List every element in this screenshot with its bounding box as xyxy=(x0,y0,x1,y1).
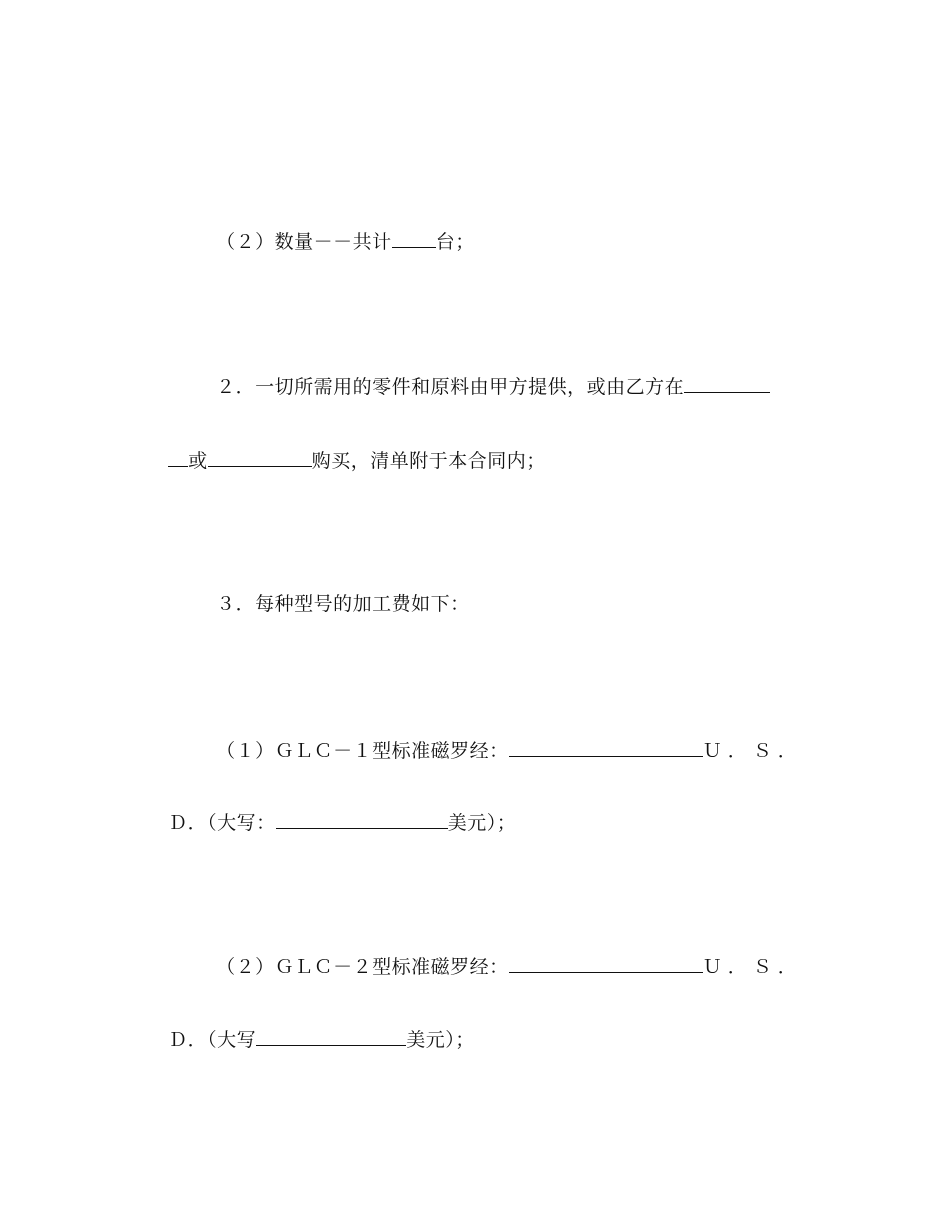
clause-2-blank-2 xyxy=(208,448,312,467)
fee-1-currency: Ｕ．Ｓ． xyxy=(702,740,803,762)
clause-3-text: ３．每种型号的加工费如下： xyxy=(216,593,470,615)
fee-2-words-suffix: 美元）； xyxy=(406,1029,475,1051)
fee-1-words-prefix: Ｄ．（大写： xyxy=(168,812,276,834)
clause-2-line-2 xyxy=(142,424,546,497)
fee-1-line-1 xyxy=(190,714,803,787)
clause-2-tail: 购买，清单附于本合同内； xyxy=(311,450,546,472)
fee-2-label: （２）ＧＬＣ－２型标准磁罗经： xyxy=(216,956,509,978)
fee-1-line-2 xyxy=(142,786,516,859)
clause-2-blank-1-cont xyxy=(168,448,188,467)
fee-1-words-suffix: 美元）； xyxy=(447,812,517,834)
quantity-blank xyxy=(392,229,436,248)
clause-2-blank-1 xyxy=(684,374,770,393)
clause-2-line-1 xyxy=(190,350,770,423)
fee-2-amount-blank xyxy=(509,954,703,973)
fee-2-words-blank xyxy=(256,1027,406,1046)
fee-1-label: （１）ＧＬＣ－１型标准磁罗经： xyxy=(216,740,509,762)
fee-1-words-blank xyxy=(276,810,448,829)
clause-2-or: 或 xyxy=(188,450,208,472)
fee-1-amount-blank xyxy=(509,738,703,757)
fee-2-currency: Ｕ．Ｓ． xyxy=(702,956,803,978)
fee-2-words-prefix: Ｄ．（大写 xyxy=(168,1029,257,1051)
fee-2-line-1 xyxy=(190,930,803,1003)
quantity-unit: 台； xyxy=(435,231,475,253)
clause-3-heading xyxy=(190,568,470,640)
clause-2-text: ２．一切所需用的零件和原料由甲方提供，或由乙方在 xyxy=(216,376,685,398)
fee-2-line-2 xyxy=(142,1003,475,1076)
quantity-label: （２）数量－－共计 xyxy=(216,231,392,253)
quantity-line xyxy=(190,205,475,278)
